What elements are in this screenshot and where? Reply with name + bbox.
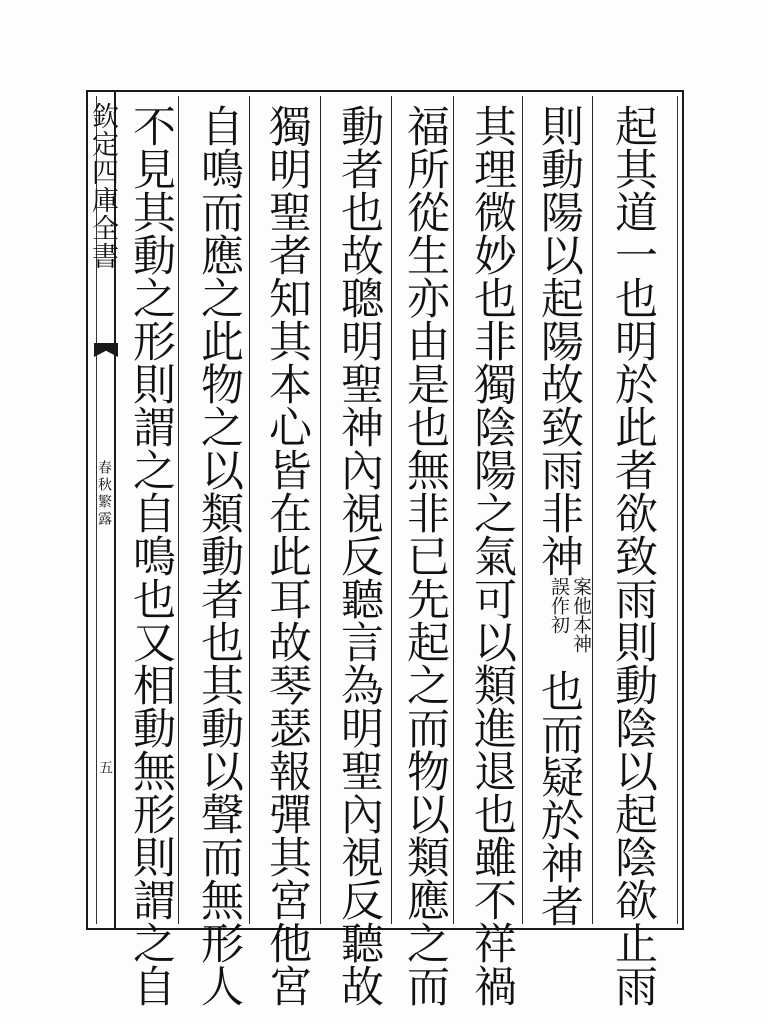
column-2-text-after-note: 也而疑於神者 xyxy=(534,669,584,927)
column-rule xyxy=(249,96,250,924)
column-rule xyxy=(320,96,321,924)
text-column-5: 動者也故聰明聖神內視反聽言為明聖內視反聽故 xyxy=(334,104,384,1007)
margin-chapter-title: 春秋繁露 xyxy=(96,460,112,528)
editorial-note: 案他本神誤作初 xyxy=(548,577,592,653)
column-rule xyxy=(522,96,523,924)
text-column-3: 其理微妙也非獨陰陽之氣可以類進退也雖不祥禍 xyxy=(467,104,517,1007)
text-column-6: 獨明聖者知其本心皆在此耳故琴瑟報彈其宮他宮 xyxy=(262,104,312,1007)
margin-page-number: 五 xyxy=(97,760,113,774)
text-column-7: 自鳴而應之此物之以類動者也其動以聲而無形人 xyxy=(194,104,244,1007)
column-rule xyxy=(391,96,392,924)
text-column-2 xyxy=(534,104,592,927)
margin-book-title: 欽定四庫全書 xyxy=(87,102,118,270)
text-column-8: 不見其動之形則謂之自鳴也又相動無形則謂之自 xyxy=(126,104,176,1007)
text-column-1: 起其道一也明於此者欲致雨則動陰以起陰欲止雨 xyxy=(608,104,658,1007)
text-column-4: 福所從生亦由是也無非已先起之而物以類應之而 xyxy=(400,104,450,1007)
column-rule xyxy=(592,96,593,924)
column-2-text-before-note: 則動陽以起陽故致雨非神 xyxy=(534,104,584,577)
